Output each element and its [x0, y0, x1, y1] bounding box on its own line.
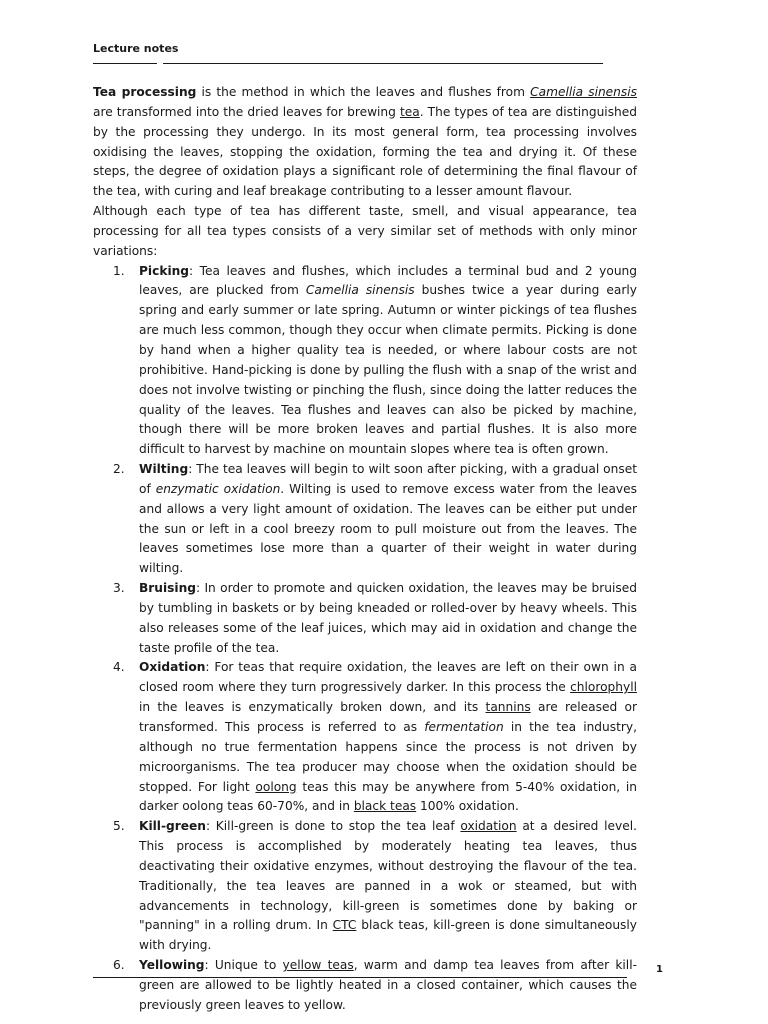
page-number: 1: [656, 964, 663, 975]
intro-paragraph: Tea processing is the method in which the leaves and flushes from Camellia sinensis are transformed into the dried leaves for brewing tea. The types of tea are distinguished by the processing they undergo. In its most general form, tea processing involves oxidising the leaves, stopping the oxidation, forming the tea and drying it. Of these steps, the degree of oxidation plays a significant role of determining the final flavour of the tea, with curing and leaf breakage contributing to a lesser amount flavour.: [93, 85, 638, 199]
list-item-bruising: 3. Bruising: In order to promote and quicken oxidation, the leaves may be bruised by tumbling in baskets or by being kneaded or rolled-over by heavy wheels. This also releases some of the leaf juices, which may aid in oxidation and change the taste profile of the tea.: [113, 581, 637, 655]
camellia-sinensis-link[interactable]: Camellia sinensis: [530, 85, 637, 99]
footer-rule: [93, 977, 627, 978]
term-tea-processing: Tea processing: [93, 85, 197, 99]
header-rule: [93, 57, 607, 65]
header-title: Lecture notes: [93, 42, 179, 55]
intro-paragraph-2: Although each type of tea has different taste, smell, and visual appearance, tea processing for all tea types consists of a very similar set of methods with only minor variations:: [93, 204, 637, 258]
list-item-picking: 1. Picking: Tea leaves and flushes, which includes a terminal bud and 2 young leaves, are plucked from Camellia sinensis bushes twice a year during early spring and early summer or late spring. Autumn or winter pickings of tea flushes are much less common, though they occur when climate permits. Picking is done by hand when a higher quality tea is needed, or where labour costs are not prohibitive. Hand-picking is done by pulling the flush with a snap of the wrist and does not involve twisting or pinching the flush, since doing the latter reduces the quality of the leaves. Tea flushes and leaves can also be picked by machine, though there will be more broken leaves and partial flushes. It is also more difficult to harvest by machine on mountain slopes where tea is often grown.: [113, 263, 637, 457]
black-teas-link[interactable]: black teas: [353, 799, 417, 814]
list-item-yellowing: 6. Yellowing: Unique to yellow teas, warm and damp tea leaves from after kill-green are allowed to be lightly heated in a closed container, which causes the previously green leaves to yellow.: [113, 958, 637, 1012]
list-item-wilting: 2. Wilting: The tea leaves will begin to wilt soon after picking, with a gradual onset of enzymatic oxidation. Wilting is used to remove excess water from the leaves and allows a very light amount of oxidation. The leaves can be either put under the sun or left in a cool breezy room to pull moisture out from the leaves. The leaves sometimes lose more than a quarter of their weight in water during wilting.: [113, 462, 637, 576]
document-body: [93, 83, 637, 1016]
oxidation-link[interactable]: oxidation: [460, 819, 517, 834]
steps-list: [93, 262, 637, 1016]
tea-link[interactable]: tea: [399, 104, 420, 119]
list-item-oxidation: 4. Oxidation: For teas that require oxidation, the leaves are left on their own in a closed room where they turn progressively darker. In this process the chlorophyll in the leaves is enzymatically broken down, and its tannins are released or transformed. This process is referred to as fermentation in the tea industry, although no true fermentation happens since the process is not driven by microorganisms. The tea producer may choose when the oxidation should be stopped. For light oolong teas this may be anywhere from 5-40% oxidation, in darker oolong teas 60-70%, and in black teas 100% oxidation.: [113, 660, 638, 814]
tannins-link[interactable]: tannins: [485, 700, 531, 715]
list-item-kill-green: 5. Kill-green: Kill-green is done to stop the tea leaf oxidation at a desired level. This process is accomplished by moderately heating tea leaves, thus deactivating their oxidative enzymes, without destroying the flavour of the tea. Traditionally, the tea leaves are panned in a wok or steamed, but with advancements in technology, kill-green is sometimes done by baking or "panning" in a rolling drum. In CTC black teas, kill-green is done simultaneously with drying.: [113, 819, 638, 953]
ctc-link[interactable]: CTC: [332, 918, 357, 933]
oolong-link[interactable]: oolong: [255, 779, 297, 794]
chlorophyll-link[interactable]: chlorophyll: [570, 680, 637, 695]
yellow-teas-link[interactable]: yellow teas: [282, 958, 354, 973]
